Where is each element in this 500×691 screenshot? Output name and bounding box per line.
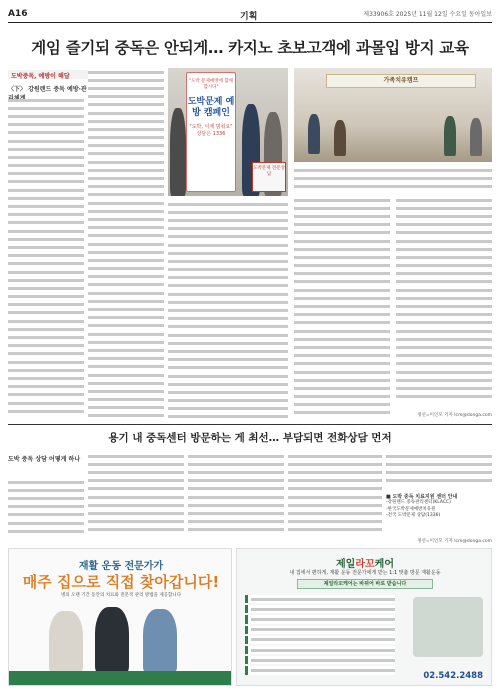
- second-byline: 정선=이인모 기자 lcm@donga.com: [417, 539, 492, 544]
- ad-left-person-1: [49, 611, 83, 673]
- body-column-4: [294, 196, 390, 422]
- banner-main-text: 도박문제 예방 캠페인: [187, 97, 235, 118]
- ad-right-phone: 02.542.2488: [423, 671, 483, 681]
- second-column-3: [188, 452, 284, 542]
- brand-prefix: 제일: [336, 559, 356, 570]
- rehab-ad-left: [8, 548, 232, 686]
- body-column-1: [8, 96, 84, 422]
- second-subheading: 도박 중독 상담 어떻게 하나: [8, 456, 81, 463]
- photo-caption: [294, 166, 492, 191]
- family-camp-banner: 가족치유캠프: [326, 74, 476, 88]
- infobox-title: ■ 도박 중독 치료지원 센터 안내: [386, 494, 458, 500]
- ad-left-person-2: [95, 607, 129, 673]
- article-divider: [8, 424, 492, 425]
- rehab-ad-right: [236, 548, 492, 686]
- header-rule: [8, 22, 492, 23]
- page-header: [8, 6, 492, 22]
- infobox-line: -전국 도박문제 상담(1336): [386, 512, 441, 518]
- main-headline: 게임 즐기되 중독은 안되게… 카지노 초보고객에 과몰입 방지 교육: [31, 39, 469, 57]
- brand-accent: 라꼬: [355, 559, 375, 570]
- infobox-line: -강원랜드 중독관리센터(KLACC): [386, 500, 451, 506]
- page-number: A16: [8, 9, 28, 19]
- campaign-banner: [186, 72, 236, 192]
- section-label: 기획: [240, 12, 258, 22]
- second-column-1: [8, 478, 84, 542]
- treatment-center-infobox: [386, 494, 492, 536]
- ad-left-title: 재활 운동 전문가가: [78, 561, 164, 572]
- brand-suffix: 케어: [374, 559, 394, 570]
- body-column-3: [168, 200, 288, 422]
- body-column-5: [396, 196, 492, 408]
- main-byline: 정선=이인모 기자 lcm@donga.com: [417, 413, 492, 418]
- ad-left-footer-bar: [9, 671, 232, 685]
- ad-left-headline: 매주 집으로 직접 찾아갑니다!: [22, 573, 220, 591]
- ad-left-person-3: [143, 609, 177, 673]
- ad-right-feature: 제일라꼬케어는 바뀌어 바로 받습니다: [297, 579, 433, 589]
- second-headline: 용기 내 중독센터 방문하는 게 최선… 부담되면 전화상담 먼저: [108, 432, 392, 444]
- main-subheading: 〈下〉 강원랜드 중독 예방·관리체계: [8, 86, 87, 102]
- banner-top-text: "도박 문제예방에 함께 합시다": [188, 79, 234, 90]
- ad-left-body: 병의 오랜 기간 동안의 치료와 전문적 관리 방법을 제공합니다: [60, 593, 182, 598]
- infobox-line: -한국도박문제예방치유원: [386, 506, 436, 512]
- ad-right-bullets: [245, 595, 395, 677]
- counseling-stand-sign: 도박문제 전문상담: [252, 162, 286, 192]
- second-column-5: [386, 452, 492, 492]
- second-column-2: [88, 452, 184, 542]
- issue-meta: 제33906호 2025년 11월 12일 수요일 동아일보: [363, 11, 492, 18]
- banner-bottom-text: "도박, 이제 멈춰요" 상담은 1336: [189, 124, 233, 137]
- ad-right-photo: [413, 597, 483, 657]
- second-column-4: [288, 452, 382, 542]
- series-kicker: 도박중독, 예방이 해답: [8, 70, 88, 79]
- ad-right-lead: 내 집에서 편하게, 재활 운동 전문가에게 받는 1:1 맞춤 방문 재활운동: [289, 570, 441, 576]
- body-column-2: [88, 68, 164, 422]
- ad-right-brand: [237, 555, 492, 570]
